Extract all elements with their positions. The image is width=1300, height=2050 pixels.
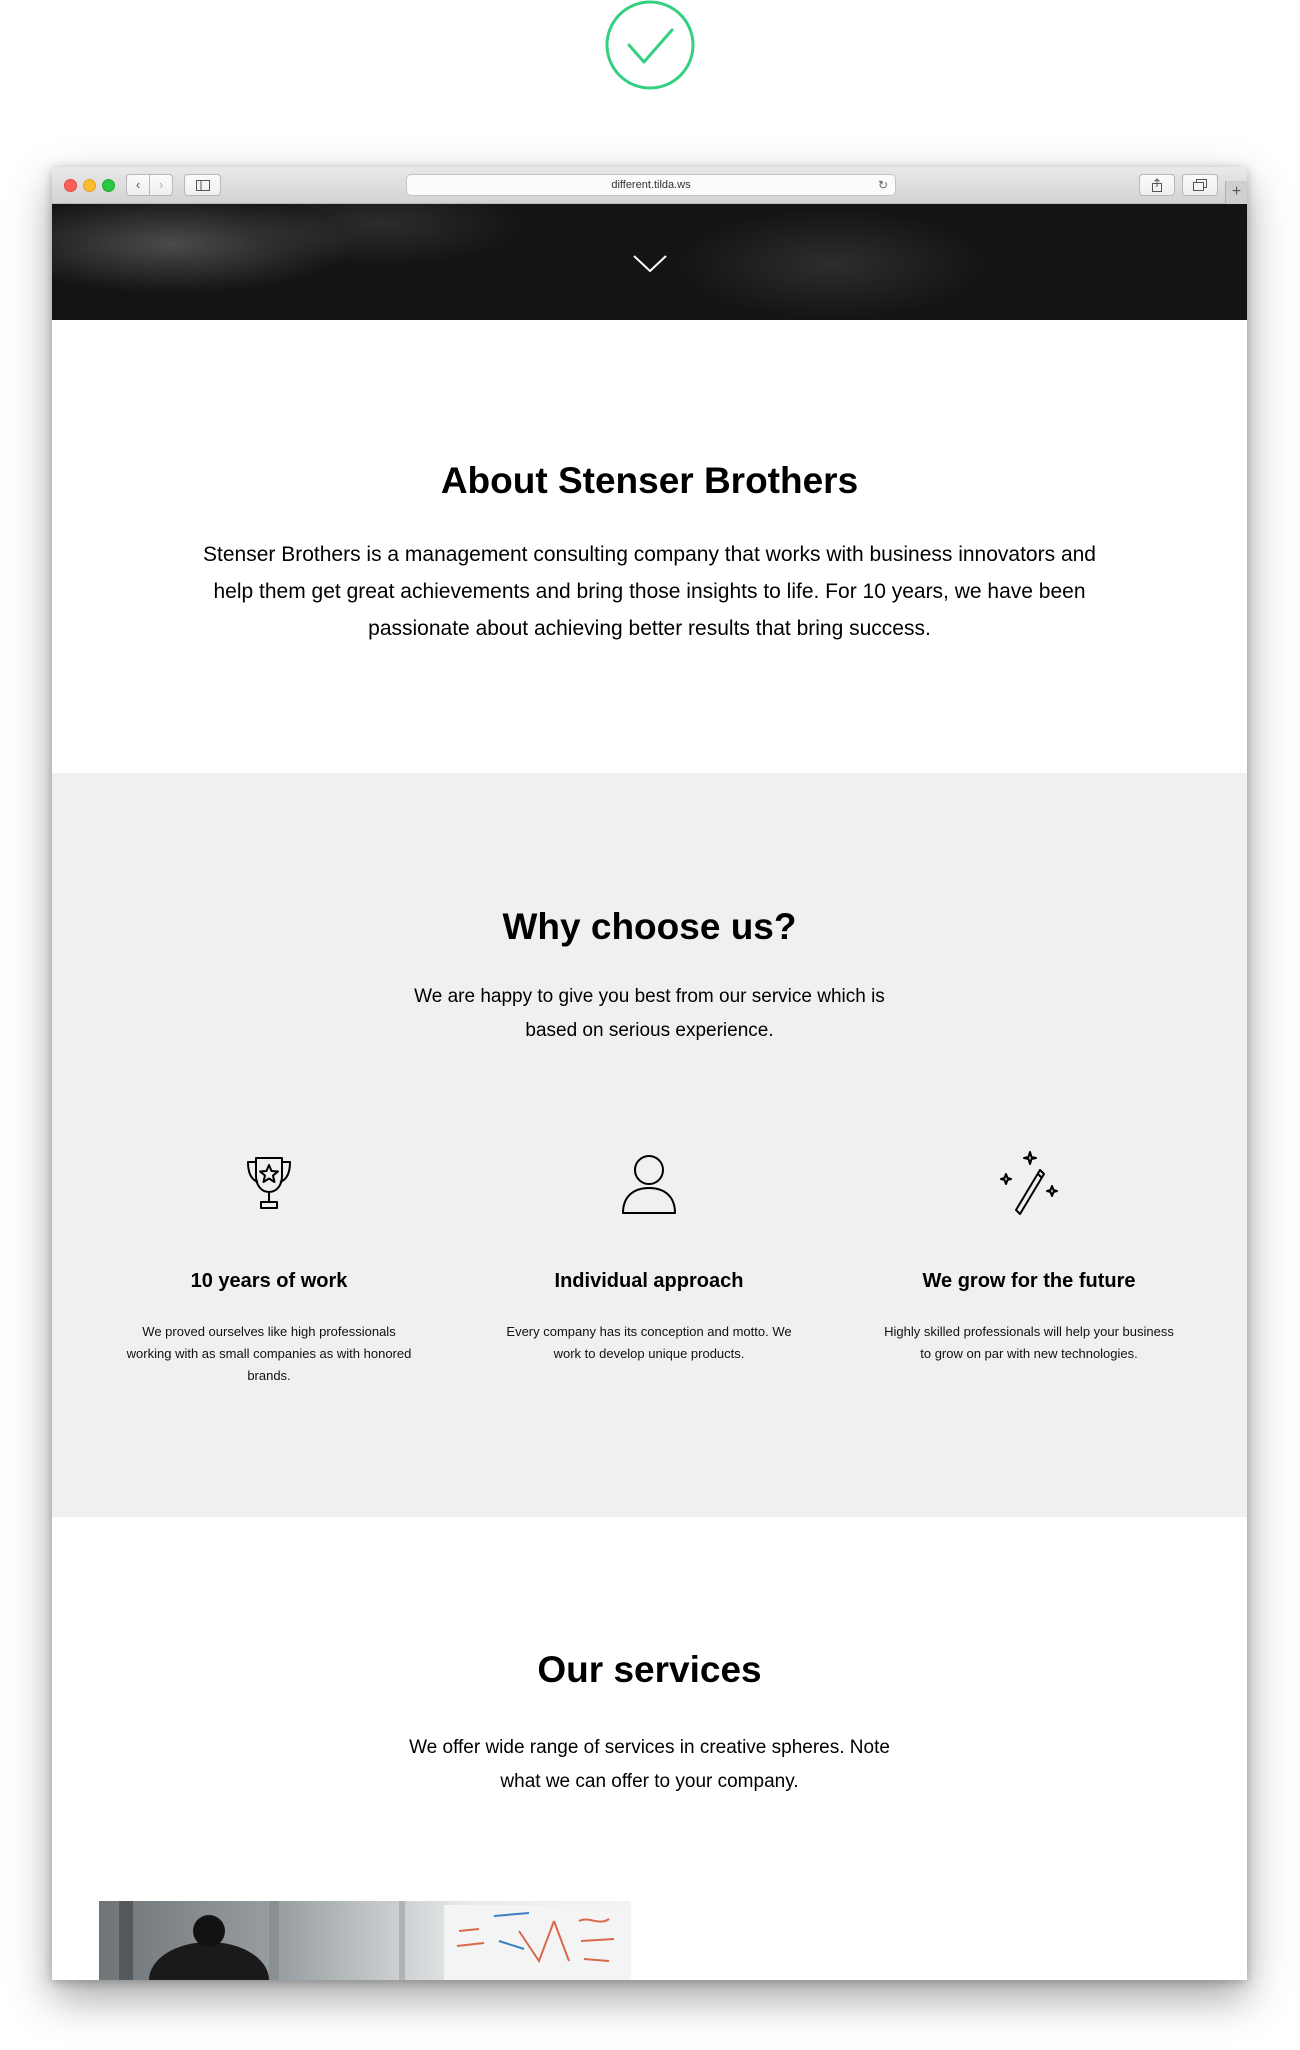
success-check-icon bbox=[604, 0, 696, 92]
feature-text: We proved ourselves like high professionals working with as small companies as with honored brands. bbox=[126, 1324, 412, 1383]
services-section bbox=[52, 1517, 1247, 1980]
share-icon bbox=[1151, 178, 1163, 192]
sidebar-toggle-button[interactable] bbox=[184, 174, 221, 196]
feature-card bbox=[109, 1148, 429, 1387]
feature-title: We grow for the future bbox=[922, 1270, 1136, 1292]
close-window-icon[interactable] bbox=[64, 179, 77, 192]
services-title: Our services bbox=[537, 1649, 762, 1690]
scroll-down-arrow-icon[interactable] bbox=[632, 254, 668, 274]
chevron-right-icon: › bbox=[158, 177, 164, 192]
browser-window bbox=[52, 167, 1247, 1980]
office-photo-image bbox=[99, 1901, 631, 1980]
feature-title: 10 years of work bbox=[190, 1270, 348, 1292]
back-button[interactable] bbox=[126, 174, 150, 196]
hero-banner bbox=[52, 204, 1247, 320]
share-button[interactable] bbox=[1139, 174, 1175, 196]
user-icon bbox=[614, 1148, 684, 1218]
feature-title: Individual approach bbox=[554, 1270, 744, 1292]
chevron-left-icon: ‹ bbox=[135, 177, 141, 192]
why-lead: We are happy to give you best from our service which is based on serious experience. bbox=[414, 986, 885, 1041]
feature-card bbox=[869, 1148, 1189, 1365]
plus-icon: + bbox=[1231, 183, 1242, 200]
reload-icon[interactable]: ↻ bbox=[877, 178, 888, 192]
sidebar-icon bbox=[196, 180, 210, 191]
feature-text: Highly skilled professionals will help your business to grow on par with new technologies. bbox=[884, 1324, 1174, 1361]
about-title: About Stenser Brothers bbox=[440, 460, 859, 501]
forward-button[interactable] bbox=[149, 174, 173, 196]
page-content bbox=[52, 204, 1247, 1980]
minimize-window-icon[interactable] bbox=[83, 179, 96, 192]
why-section bbox=[52, 773, 1247, 1517]
address-bar[interactable] bbox=[406, 174, 896, 196]
browser-toolbar bbox=[52, 167, 1247, 204]
trophy-icon bbox=[234, 1148, 304, 1218]
about-section bbox=[52, 320, 1247, 773]
about-text: Stenser Brothers is a management consulting company that works with business innovators and help them get great achievements and bring those insights to life. For 10 years, we have been passionate about achieving better results that bring success. bbox=[203, 543, 1096, 640]
why-title: Why choose us? bbox=[502, 906, 797, 947]
new-tab-button[interactable] bbox=[1225, 181, 1247, 204]
services-lead: We offer wide range of services in creative spheres. Note what we can offer to your company. bbox=[409, 1737, 890, 1792]
feature-text: Every company has its conception and motto. We work to develop unique products. bbox=[506, 1324, 792, 1361]
url-text: different.tilda.ws bbox=[611, 179, 691, 191]
magic-wand-icon bbox=[994, 1148, 1064, 1218]
zoom-window-icon[interactable] bbox=[102, 179, 115, 192]
service-photo bbox=[99, 1901, 631, 1980]
tabs-icon bbox=[1193, 179, 1207, 191]
show-tabs-button[interactable] bbox=[1182, 174, 1218, 196]
feature-card bbox=[489, 1148, 809, 1365]
